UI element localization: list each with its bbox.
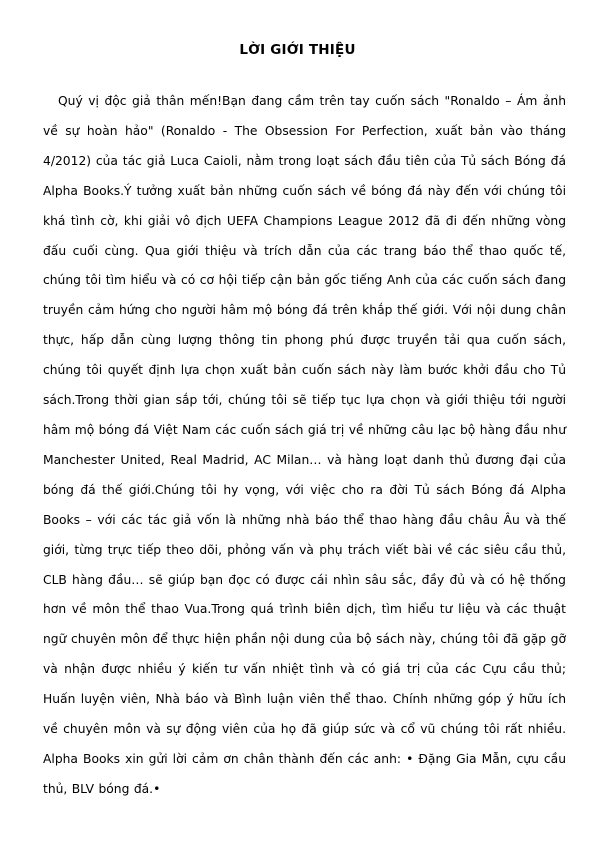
page-title: LỜI GIỚI THIỆU	[239, 42, 356, 58]
body-paragraph: Quý vị độc giả thân mến!Bạn đang cầm trên tay cuốn sách "Ronaldo – Ám ảnh về sự hoàn hảo" (Ronaldo - The Obsession For Perfection, xuất bản vào tháng 4/2012) của tác giả Luca Caioli, nằm trong loạt sách đầu tiên của Tủ sách Bóng đá Alpha Books.Ý tưởng xuất bản những cuốn sách về bóng đá này đến với chúng tôi khá tình cờ, khi giải vô địch UEFA Champions League 2012 đã đi đến những vòng đấu cuối cùng. Qua giới thiệu và trích dẫn của các trang báo thể thao quốc tế, chúng tôi tìm hiểu và có cơ hội tiếp cận bản gốc tiếng Anh của các cuốn sách đang truyền cảm hứng cho người hâm mộ bóng đá trên khắp thế giới. Với nội dung chân thực, hấp dẫn cùng lượng thông tin phong phú được truyền tải qua cuốn sách, chúng tôi quyết định lựa chọn xuất bản cuốn sách này làm bước khởi đầu cho Tủ sách.Trong thời gian sắp tới, chúng tôi sẽ tiếp tục lựa chọn và giới thiệu tới người hâm mộ bóng đá Việt Nam các cuốn sách giá trị về những câu lạc bộ hàng đầu như Manchester United, Real Madrid, AC Milan… và hàng loạt danh thủ đương đại của bóng đá thế giới.Chúng tôi hy vọng, với việc cho ra đời Tủ sách Bóng đá Alpha Books – với các tác giả vốn là những nhà báo thể thao hàng đầu châu Âu và thế giới, từng trực tiếp theo dõi, phỏng vấn và phụ trách viết bài về các siêu cầu thủ, CLB hàng đầu… sẽ giúp bạn đọc có được cái nhìn sâu sắc, đầy đủ và có hệ thống hơn về môn thể thao Vua.Trong quá trình biên dịch, tìm hiểu tư liệu và các thuật ngữ chuyên môn để thực hiện phần nội dung của bộ sách này, chúng tôi đã gặp gỡ và nhận được nhiều ý kiến tư vấn nhiệt tình và có giá trị của các Cựu cầu thủ; Huấn luyện viên, Nhà báo và Bình luận viên thể thao. Chính những góp ý hữu ích về chuyên môn và sự động viên của họ đã giúp sức và cổ vũ chúng tôi rất nhiều. Alpha Books xin gửi lời cảm ơn chân thành đến các anh: • Đặng Gia Mẫn, cựu cầu thủ, BLV bóng đá.•	[43, 94, 566, 796]
